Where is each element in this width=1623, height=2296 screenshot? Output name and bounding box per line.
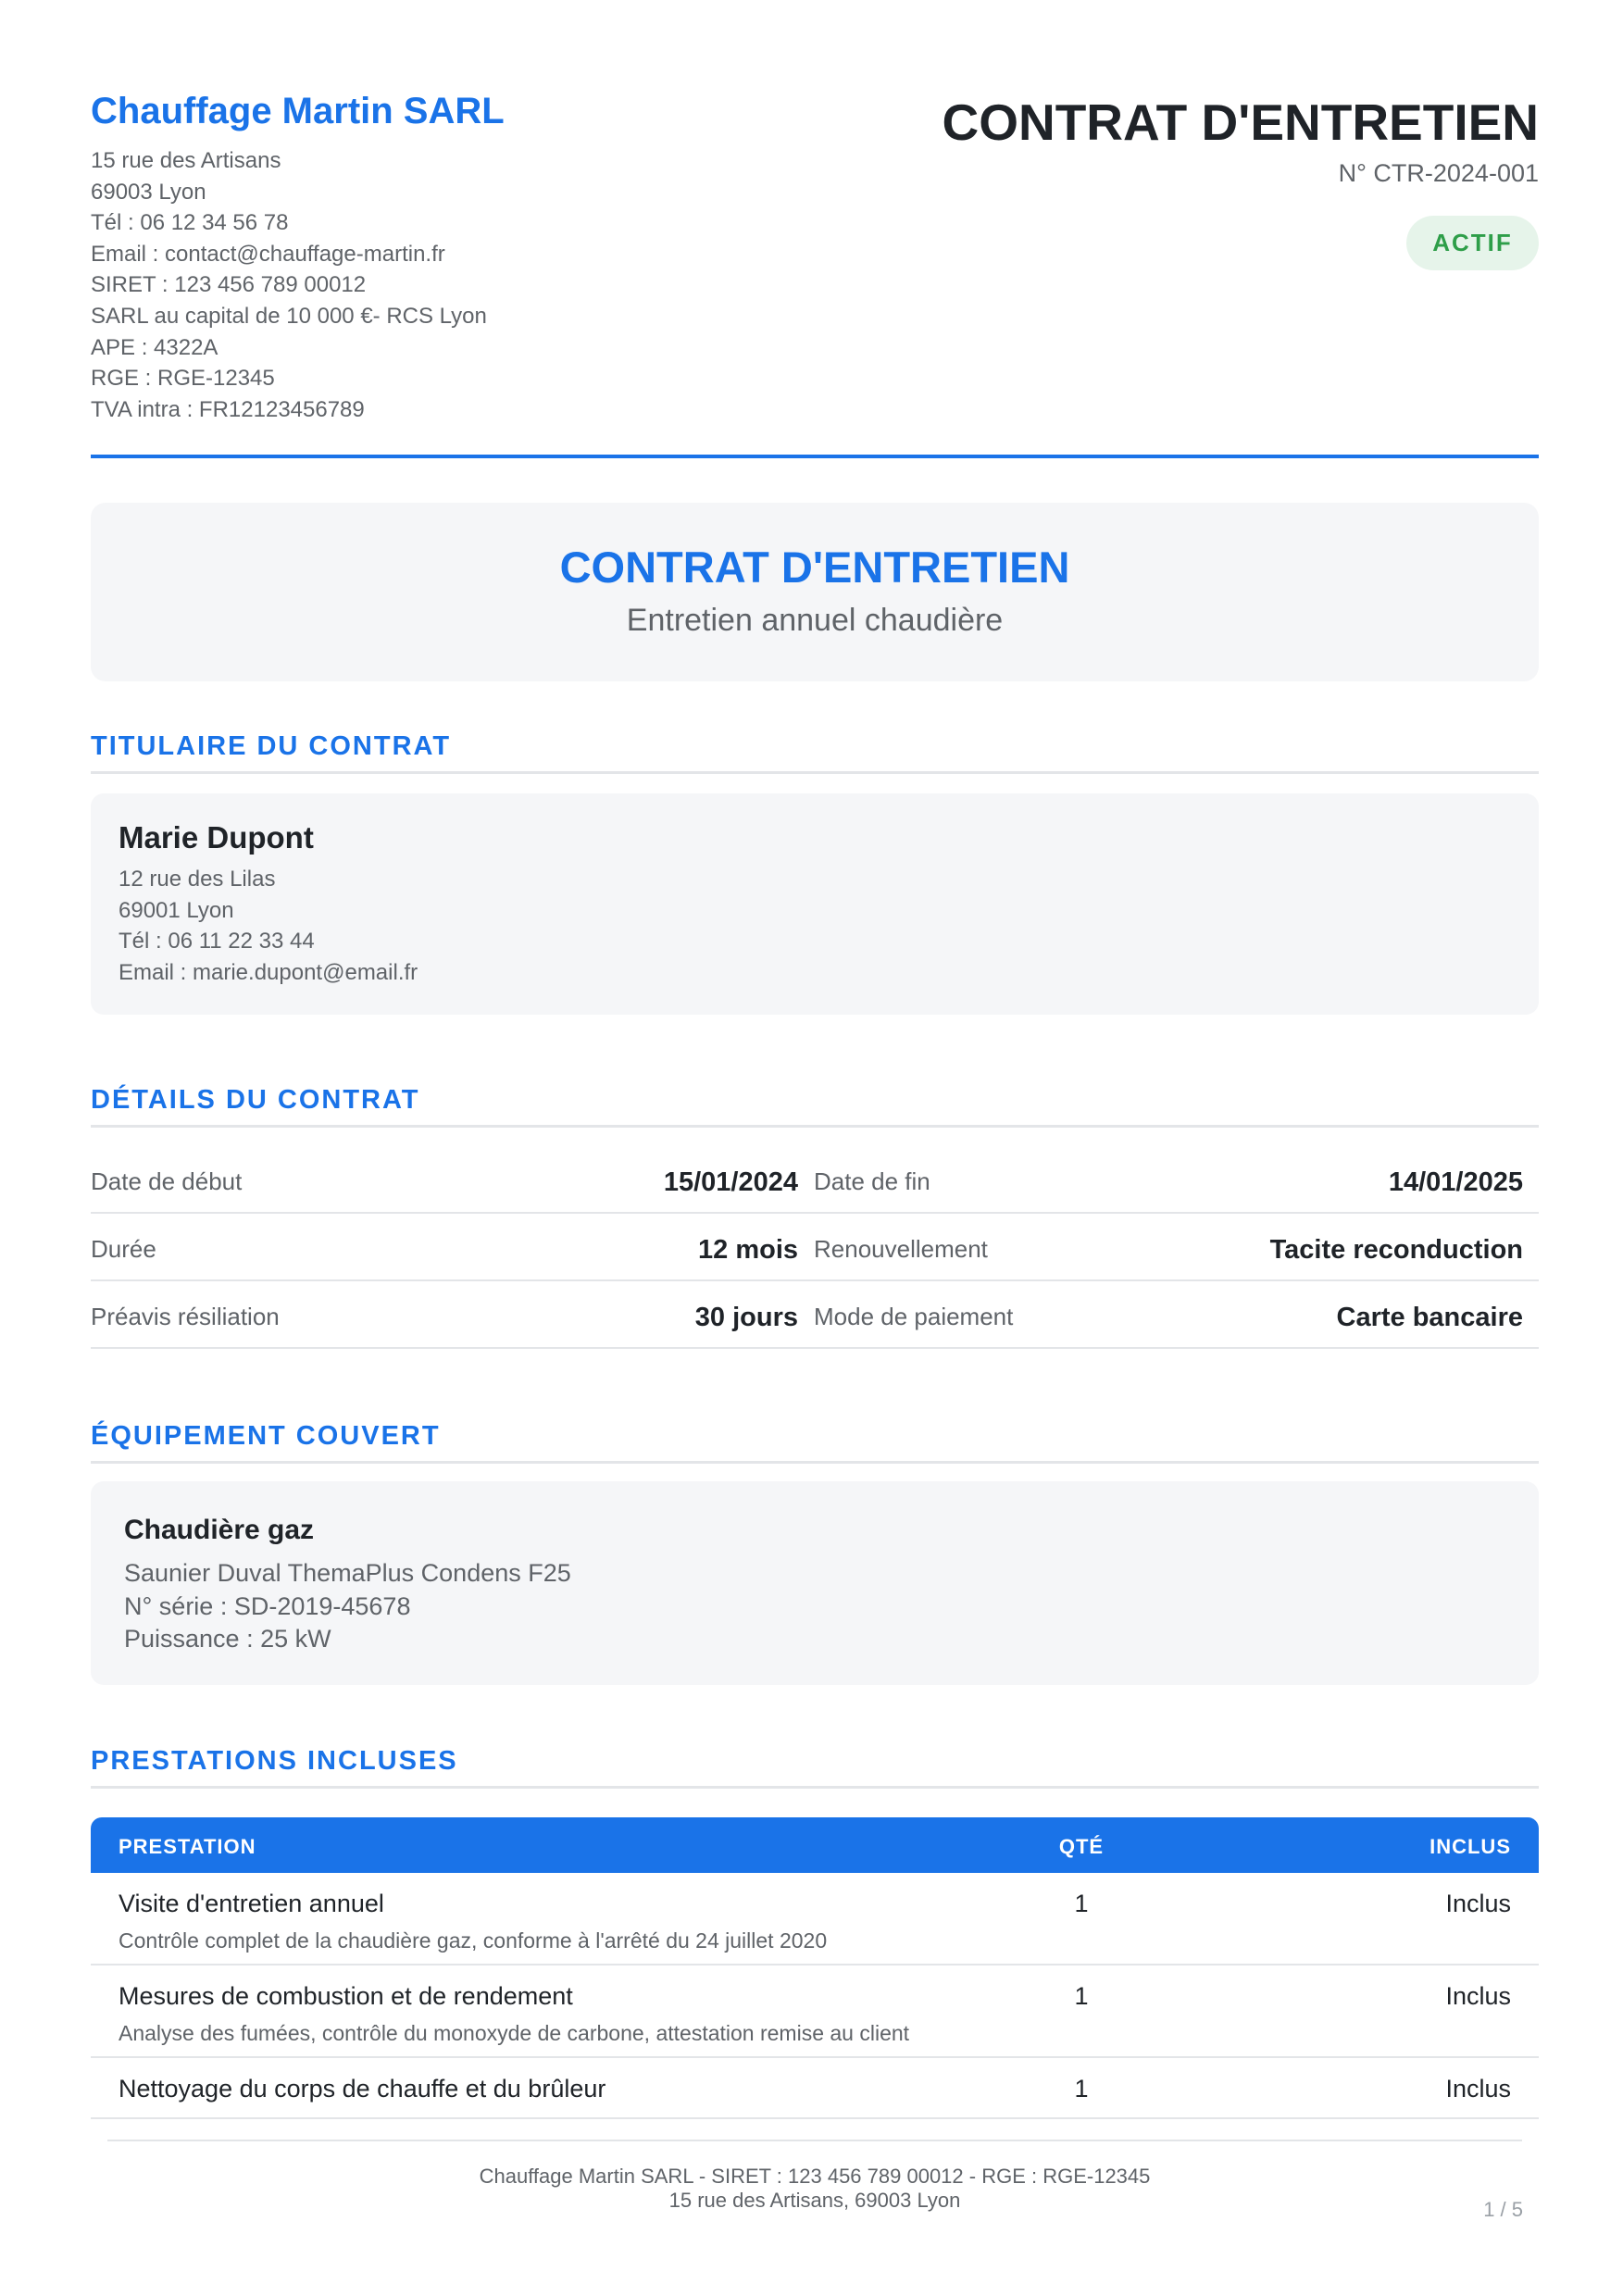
duration-label: Durée: [91, 1235, 156, 1263]
services-table: [91, 1817, 1539, 2119]
renewal-value: Tacite reconduction: [1269, 1235, 1523, 1265]
company-phone: Tél : 06 12 34 56 78: [91, 210, 289, 236]
details-heading: DÉTAILS DU CONTRAT: [91, 1085, 1539, 1128]
start-date-value: 15/01/2024: [663, 1167, 798, 1197]
start-date-label: Date de début: [91, 1167, 243, 1195]
renewal-label: Renouvellement: [814, 1235, 988, 1263]
company-siret: SIRET : 123 456 789 00012: [91, 272, 367, 298]
service-description: Analyse des fumées, contrôle du monoxyde de carbone, attestation remise au client: [119, 2021, 910, 2045]
company-rge: RGE : RGE-12345: [91, 366, 275, 392]
service-description: Contrôle complet de la chaudière gaz, conforme à l'arrêté du 24 juillet 2020: [119, 1928, 828, 1953]
detail-row: [91, 1283, 1539, 1349]
footer-divider: [107, 2140, 1522, 2141]
company-info: [91, 145, 487, 425]
equipment-model: Saunier Duval ThemaPlus Condens F25: [124, 1559, 571, 1587]
table-row: [91, 1873, 1539, 1965]
end-date-label: Date de fin: [814, 1167, 930, 1195]
document-title: CONTRAT D'ENTRETIEN: [942, 94, 1539, 151]
service-title: Nettoyage du corps de chauffe et du brûleur: [119, 2075, 606, 2103]
company-vat: TVA intra : FR12123456789: [91, 396, 365, 422]
holder-email: Email : marie.dupont@email.fr: [119, 959, 418, 985]
service-qty: 1: [1074, 1982, 1089, 2010]
column-header-included: INCLUS: [1429, 1835, 1511, 1858]
equipment-info: [124, 1557, 571, 1656]
service-included: Inclus: [1445, 1890, 1511, 1917]
holder-address-line: 12 rue des Lilas: [119, 867, 276, 892]
payment-mode-label: Mode de paiement: [814, 1303, 1014, 1330]
services-heading: PRESTATIONS INCLUSES: [91, 1746, 1539, 1789]
holder-city-line: 69001 Lyon: [119, 897, 234, 923]
holder-phone: Tél : 06 11 22 33 44: [119, 929, 315, 954]
detail-row: [91, 1216, 1539, 1281]
detail-row: [91, 1148, 1539, 1214]
document-number: N° CTR-2024-001: [1338, 159, 1539, 187]
service-title: Mesures de combustion et de rendement: [119, 1982, 573, 2010]
equipment-power: Puissance : 25 kW: [124, 1625, 331, 1653]
column-header-prestation: PRESTATION: [119, 1835, 256, 1858]
service-included: Inclus: [1445, 1982, 1511, 2010]
company-email: Email : contact@chauffage-martin.fr: [91, 241, 445, 267]
duration-value: 12 mois: [698, 1235, 798, 1265]
table-row: [91, 2058, 1539, 2119]
page-number: 1 / 5: [1483, 2198, 1523, 2221]
holder-info: [119, 864, 418, 988]
equipment-name: Chaudière gaz: [124, 1515, 315, 1545]
service-title: Visite d'entretien annuel: [119, 1890, 384, 1917]
equipment-heading: ÉQUIPEMENT COUVERT: [91, 1421, 1539, 1464]
contract-details: [91, 1148, 1539, 1351]
payment-mode-value: Carte bancaire: [1336, 1303, 1523, 1332]
banner-subtitle: Entretien annuel chaudière: [626, 603, 1004, 638]
company-legal: SARL au capital de 10 000 €- RCS Lyon: [91, 303, 487, 329]
service-included: Inclus: [1445, 2075, 1511, 2103]
holder-name: Marie Dupont: [119, 820, 314, 855]
service-qty: 1: [1074, 2075, 1089, 2103]
column-header-qty: QTÉ: [1058, 1835, 1105, 1858]
footer-address-line: 15 rue des Artisans, 69003 Lyon: [668, 2189, 961, 2212]
equipment-card: [91, 1481, 1539, 1685]
table-row: [91, 1965, 1539, 2058]
notice-label: Préavis résiliation: [91, 1303, 280, 1330]
contract-page: [91, 0, 1539, 2296]
document-header: [91, 91, 1539, 459]
company-name: Chauffage Martin SARL: [91, 91, 505, 131]
holder-card: [91, 793, 1539, 1015]
holder-heading: TITULAIRE DU CONTRAT: [91, 731, 1539, 774]
equipment-serial: N° série : SD-2019-45678: [124, 1591, 411, 1620]
header-divider: [91, 455, 1539, 458]
footer-company-line: Chauffage Martin SARL - SIRET : 123 456 789 00012 - RGE : RGE-12345: [479, 2165, 1151, 2188]
service-qty: 1: [1074, 1890, 1089, 1917]
end-date-value: 14/01/2025: [1388, 1167, 1523, 1197]
banner-title: CONTRAT D'ENTRETIEN: [559, 543, 1070, 592]
table-header: [91, 1817, 1539, 1873]
title-banner: [91, 503, 1539, 681]
notice-value: 30 jours: [694, 1303, 798, 1332]
company-address-line: 15 rue des Artisans: [91, 148, 281, 173]
status-badge: ACTIF: [1406, 216, 1539, 270]
company-ape: APE : 4322A: [91, 334, 218, 360]
company-city-line: 69003 Lyon: [91, 179, 206, 205]
